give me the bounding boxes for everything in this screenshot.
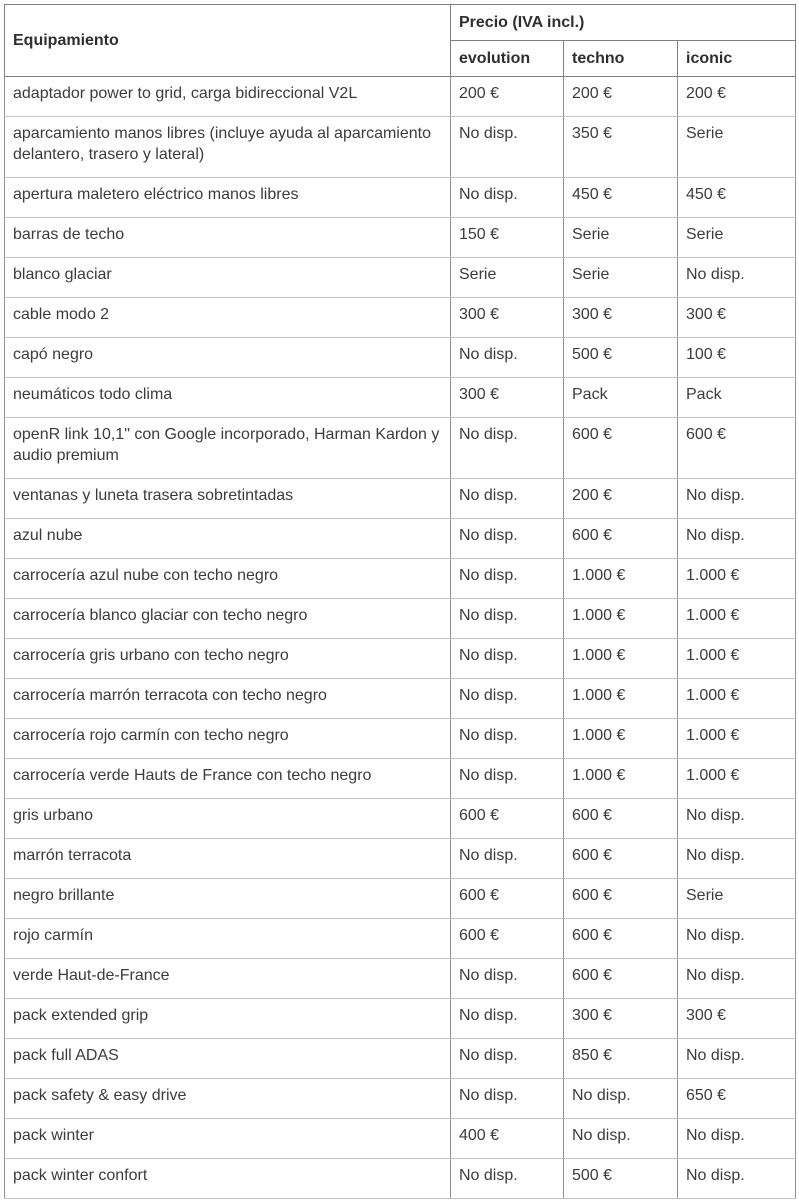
column-header-equipment: Equipamiento [5, 5, 451, 77]
price-cell-techno: Pack [564, 378, 678, 418]
price-cell-iconic: No disp. [678, 799, 796, 839]
price-cell-techno: 500 € [564, 1159, 678, 1199]
price-cell-techno: 1.000 € [564, 599, 678, 639]
table-body [5, 77, 796, 1199]
table-row [5, 519, 796, 559]
price-cell-evolution: No disp. [451, 839, 564, 879]
column-header-price-group: Precio (IVA incl.) [451, 5, 796, 41]
price-cell-iconic: 450 € [678, 178, 796, 218]
table-row [5, 599, 796, 639]
price-cell-techno: 600 € [564, 418, 678, 479]
price-cell-evolution: No disp. [451, 599, 564, 639]
table-row [5, 218, 796, 258]
price-cell-techno: 350 € [564, 117, 678, 178]
table-row [5, 1039, 796, 1079]
price-cell-techno: 1.000 € [564, 759, 678, 799]
equipment-cell: pack winter confort [5, 1159, 451, 1199]
header-row-price-group [5, 5, 796, 41]
table-row [5, 559, 796, 599]
table-row [5, 679, 796, 719]
price-cell-techno: 200 € [564, 479, 678, 519]
table-row [5, 378, 796, 418]
column-header-trim-evolution: evolution [451, 41, 564, 77]
table-row [5, 1079, 796, 1119]
price-cell-iconic: No disp. [678, 1159, 796, 1199]
price-cell-iconic: Serie [678, 879, 796, 919]
price-cell-techno: 450 € [564, 178, 678, 218]
table-header [5, 5, 796, 77]
price-cell-techno: 200 € [564, 77, 678, 117]
price-cell-techno: 1.000 € [564, 559, 678, 599]
equipment-cell: verde Haut-de-France [5, 959, 451, 999]
price-cell-iconic: Serie [678, 218, 796, 258]
price-cell-iconic: 300 € [678, 999, 796, 1039]
price-cell-iconic: 200 € [678, 77, 796, 117]
price-cell-iconic: No disp. [678, 1039, 796, 1079]
price-cell-iconic: 1.000 € [678, 679, 796, 719]
price-cell-evolution: No disp. [451, 999, 564, 1039]
table-row [5, 258, 796, 298]
price-cell-evolution: No disp. [451, 759, 564, 799]
equipment-cell: cable modo 2 [5, 298, 451, 338]
equipment-cell: carrocería verde Hauts de France con techo negro [5, 759, 451, 799]
price-cell-evolution: No disp. [451, 178, 564, 218]
price-cell-evolution: No disp. [451, 719, 564, 759]
price-cell-evolution: No disp. [451, 418, 564, 479]
price-cell-evolution: 600 € [451, 799, 564, 839]
table-row [5, 338, 796, 378]
table-row [5, 117, 796, 178]
price-cell-iconic: Serie [678, 117, 796, 178]
price-cell-techno: No disp. [564, 1079, 678, 1119]
table-row [5, 1159, 796, 1199]
equipment-cell: rojo carmín [5, 919, 451, 959]
equipment-cell: carrocería marrón terracota con techo negro [5, 679, 451, 719]
column-header-trim-techno: techno [564, 41, 678, 77]
price-cell-evolution: No disp. [451, 679, 564, 719]
price-cell-iconic: 1.000 € [678, 639, 796, 679]
price-cell-evolution: No disp. [451, 1079, 564, 1119]
equipment-cell: carrocería rojo carmín con techo negro [5, 719, 451, 759]
price-cell-iconic: No disp. [678, 519, 796, 559]
price-cell-techno: Serie [564, 218, 678, 258]
price-cell-iconic: 1.000 € [678, 559, 796, 599]
price-cell-evolution: 400 € [451, 1119, 564, 1159]
price-cell-iconic: No disp. [678, 839, 796, 879]
price-cell-techno: 600 € [564, 879, 678, 919]
table-row [5, 639, 796, 679]
column-header-trim-iconic: iconic [678, 41, 796, 77]
price-cell-evolution: No disp. [451, 559, 564, 599]
table-row [5, 799, 796, 839]
table-row [5, 919, 796, 959]
price-cell-evolution: No disp. [451, 1039, 564, 1079]
price-cell-evolution: Serie [451, 258, 564, 298]
price-cell-iconic: No disp. [678, 258, 796, 298]
equipment-cell: apertura maletero eléctrico manos libres [5, 178, 451, 218]
price-cell-evolution: No disp. [451, 1159, 564, 1199]
equipment-cell: negro brillante [5, 879, 451, 919]
equipment-cell: marrón terracota [5, 839, 451, 879]
price-cell-techno: 1.000 € [564, 719, 678, 759]
price-cell-techno: 600 € [564, 959, 678, 999]
equipment-cell: barras de techo [5, 218, 451, 258]
table-row [5, 479, 796, 519]
price-cell-evolution: 150 € [451, 218, 564, 258]
price-cell-techno: 300 € [564, 999, 678, 1039]
price-cell-evolution: 200 € [451, 77, 564, 117]
price-cell-evolution: No disp. [451, 479, 564, 519]
equipment-cell: pack winter [5, 1119, 451, 1159]
price-cell-techno: 600 € [564, 799, 678, 839]
price-cell-iconic: No disp. [678, 1119, 796, 1159]
table-row [5, 1119, 796, 1159]
price-cell-techno: 1.000 € [564, 639, 678, 679]
equipment-cell: azul nube [5, 519, 451, 559]
equipment-cell: carrocería blanco glaciar con techo negro [5, 599, 451, 639]
table-row [5, 178, 796, 218]
price-cell-iconic: 100 € [678, 338, 796, 378]
price-cell-iconic: 300 € [678, 298, 796, 338]
equipment-cell: openR link 10,1" con Google incorporado, Harman Kardon y audio premium [5, 418, 451, 479]
table-row [5, 298, 796, 338]
price-cell-techno: 600 € [564, 919, 678, 959]
equipment-cell: gris urbano [5, 799, 451, 839]
price-cell-evolution: No disp. [451, 338, 564, 378]
price-cell-iconic: 1.000 € [678, 599, 796, 639]
table-row [5, 879, 796, 919]
price-cell-evolution: No disp. [451, 519, 564, 559]
equipment-cell: pack full ADAS [5, 1039, 451, 1079]
price-cell-iconic: 650 € [678, 1079, 796, 1119]
equipment-cell: neumáticos todo clima [5, 378, 451, 418]
price-cell-techno: 600 € [564, 839, 678, 879]
price-cell-iconic: 1.000 € [678, 719, 796, 759]
equipment-cell: blanco glaciar [5, 258, 451, 298]
table-row [5, 759, 796, 799]
price-cell-iconic: Pack [678, 378, 796, 418]
equipment-cell: pack safety & easy drive [5, 1079, 451, 1119]
table-row [5, 719, 796, 759]
price-cell-evolution: 600 € [451, 919, 564, 959]
price-cell-evolution: 300 € [451, 378, 564, 418]
price-cell-techno: No disp. [564, 1119, 678, 1159]
equipment-price-table [4, 4, 796, 1199]
table-row [5, 418, 796, 479]
price-cell-iconic: No disp. [678, 919, 796, 959]
table-row [5, 959, 796, 999]
price-cell-techno: 500 € [564, 338, 678, 378]
equipment-cell: ventanas y luneta trasera sobretintadas [5, 479, 451, 519]
table-row [5, 77, 796, 117]
table-row [5, 839, 796, 879]
price-cell-evolution: 300 € [451, 298, 564, 338]
price-cell-iconic: 600 € [678, 418, 796, 479]
price-cell-iconic: No disp. [678, 959, 796, 999]
equipment-cell: capó negro [5, 338, 451, 378]
price-cell-techno: 300 € [564, 298, 678, 338]
price-cell-techno: 600 € [564, 519, 678, 559]
price-cell-techno: 1.000 € [564, 679, 678, 719]
table-row [5, 999, 796, 1039]
equipment-cell: pack extended grip [5, 999, 451, 1039]
price-cell-iconic: 1.000 € [678, 759, 796, 799]
equipment-cell: carrocería gris urbano con techo negro [5, 639, 451, 679]
equipment-cell: carrocería azul nube con techo negro [5, 559, 451, 599]
price-cell-evolution: No disp. [451, 117, 564, 178]
price-cell-iconic: No disp. [678, 479, 796, 519]
price-cell-evolution: No disp. [451, 959, 564, 999]
equipment-cell: adaptador power to grid, carga bidireccional V2L [5, 77, 451, 117]
equipment-cell: aparcamiento manos libres (incluye ayuda al aparcamiento delantero, trasero y lateral) [5, 117, 451, 178]
price-cell-evolution: 600 € [451, 879, 564, 919]
price-cell-techno: Serie [564, 258, 678, 298]
price-cell-evolution: No disp. [451, 639, 564, 679]
price-cell-techno: 850 € [564, 1039, 678, 1079]
